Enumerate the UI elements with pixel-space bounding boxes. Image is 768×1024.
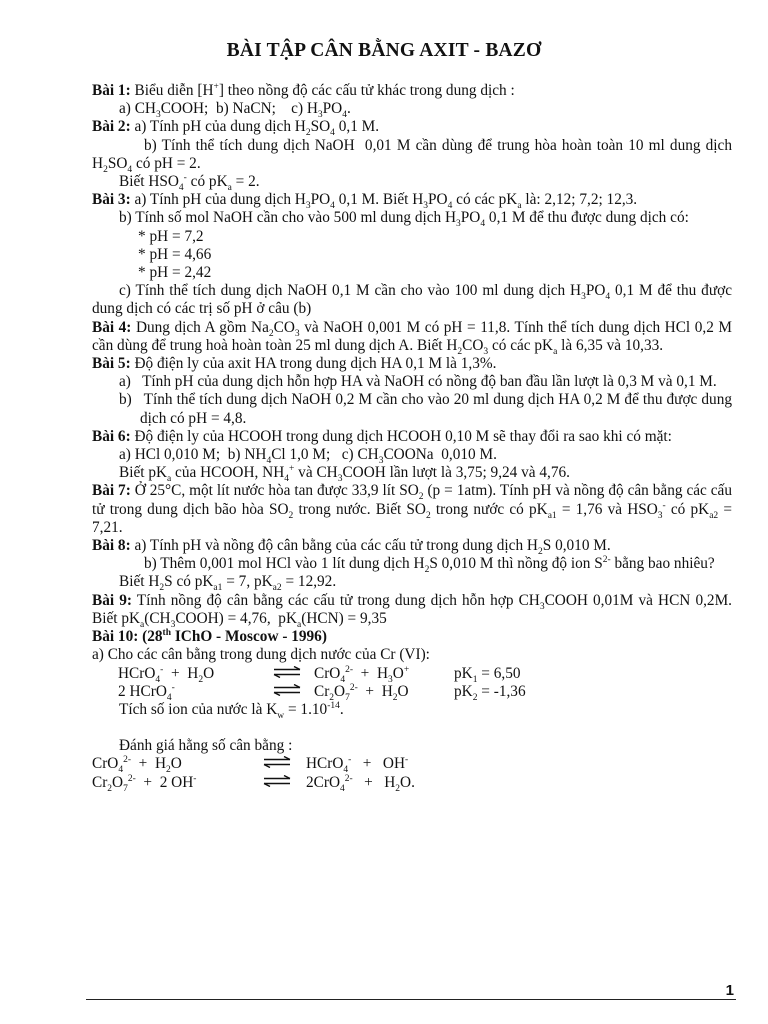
exercise-label: Bài 4: — [92, 318, 132, 336]
exercise-5-prompt: Bài 5: Độ điện ly của axit HA trong dung dịch HA 0,1 M là 1,3%. — [92, 355, 497, 373]
exercise-label: Bài 7: — [92, 482, 131, 500]
exercise-3-ph-3: * pH = 2,42 — [138, 264, 212, 282]
exercise-10-a: a) Cho các cân bằng trong dung dịch nước của Cr (VI): — [92, 646, 430, 664]
reaction-2: 2 HCrO$_4$- $Cr_2O_7^{2-} + H_2O$ $pK_2 = -1,36$ — [118, 682, 526, 703]
exercise-3-ph-2: * pH = 4,66 — [138, 245, 212, 263]
exercise-label: Bài 10: — [92, 628, 139, 646]
equilibrium-arrow-icon — [270, 665, 304, 683]
exercise-2-b: b) Tính thể tích dung dịch NaOH 0,01 M cần dùng để trung hòa hoàn toàn 10 ml dung dịch $H_2SO_4$ có pH = 2. — [92, 136, 732, 175]
page-number: 1 — [725, 982, 734, 999]
equilibrium-arrow-icon — [260, 755, 294, 773]
exercise-1-items: a) $CH_3COOH$; b) NaCN; c) $H_3PO_4$. — [119, 100, 351, 121]
document-body — [92, 82, 732, 792]
reaction-1: HCrO$_4$- + $H_2O$ $CrO_4^{2-} + H_3O^+$ $pK_1 = 6,50$ — [118, 664, 521, 685]
exercise-8-b: b) Thêm 0,001 mol HCl vào 1 lít dung dịch $H_2S$ 0,010 M thì nồng độ ion $S^{2-}$ bằng bao nhiêu? — [144, 555, 715, 576]
exercise-3-c: c) Tính thể tích dung dịch NaOH 0,1 M cần cho vào 100 ml dung dịch $H_3PO_4$ 0,1 M để thu được dung dịch có các trị số pH ở câu (b) — [92, 282, 732, 318]
exercise-5-b: b) Tính thể tích dung dịch NaOH 0,2 M cần cho vào 20 ml dung dịch HA 0,2 M để thu được dung dịch có pH = 4,8. — [119, 391, 732, 427]
exercise-10-kw: Tích số ion của nước là $K_w = 1.10^{-14}$. — [119, 700, 344, 721]
equilibrium-arrow-icon — [270, 683, 304, 701]
exercise-label: Bài 8: — [92, 537, 131, 555]
exercise-8-given: Biết $H_2S$ có $pK_{a1} = 7$, $pK_{a2} = 12,92$. — [119, 573, 337, 594]
exercise-9: Bài 9: Tính nồng độ cân bằng các cấu tử trong dung dịch hỗn hợp $CH_3COOH$ 0,01M và HCN 0,2M. Biết $pK_a(CH_3COOH) = 4,76$, $pK_a(HCN) = 9,35$ — [92, 591, 732, 630]
footer-divider — [86, 999, 736, 1000]
exercise-1-prompt: Bài 1: Biểu diễn [H+] theo nồng độ các cấu tử khác trong dung dịch : — [92, 81, 515, 99]
exercise-2-a: Bài 2: a) Tính pH của dung dịch $H_2SO_4$ 0,1 M. — [92, 118, 380, 139]
exercise-label: Bài 5: — [92, 355, 131, 373]
exercise-6-items: a) HCl 0,010 M; b) $NH_4Cl$ 1,0 M; c) $CH_3COONa$ 0,010 M. — [119, 446, 497, 467]
exercise-4: Bài 4: Dung dịch A gồm $Na_2CO_3$ và NaOH 0,001 M có pH = 11,8. Tính thể tích dung dịch HCl 0,2 M cần dùng để trung hoà hoàn toàn 25 ml dung dịch A. Biết $H_2CO_3$ có các $pK_a$ là 6,35 và 10,33. — [92, 318, 733, 357]
spacer — [92, 719, 732, 737]
exercise-3-ph-1: * pH = 7,2 — [138, 227, 204, 245]
exercise-3-a: Bài 3: a) Tính pH của dung dịch $H_3PO_4$ 0,1 M. Biết $H_3PO_4$ có các $pK_a$ là: 2,12; 7,2; 12,3. — [92, 191, 638, 212]
page-title: BÀI TẬP CÂN BẰNG AXIT - BAZƠ — [226, 40, 542, 61]
exercise-5-a: a) Tính pH của dung dịch hỗn hợp HA và NaOH có nồng độ ban đầu lần lượt là 0,3 M và 0,1 M. — [119, 373, 717, 391]
exercise-7: Bài 7: Ở 25°C, một lít nước hòa tan được 33,9 lít $SO_2$ (p = 1atm). Tính pH và nồng độ cân bằng các cấu tử trong dung dịch bão hòa $SO_2$ trong nước. Biết $SO_2$ trong nước có $pK_{a1} = 1,76$ và $HSO_3^-$ có $pK_{a2} = 7,21$. — [92, 482, 732, 536]
exercise-label: Bài 9: — [92, 591, 132, 609]
exercise-2-given: Biết $HSO_4^-$ có $pK_a = 2$. — [119, 172, 260, 194]
exercise-6-prompt: Bài 6: Độ điện ly của HCOOH trong dung dịch HCOOH 0,10 M sẽ thay đổi ra sao khi có mặt: — [92, 427, 672, 445]
exercise-label: Bài 6: — [92, 427, 131, 445]
exercise-3-b: b) Tính số mol NaOH cần cho vào 500 ml dung dịch $H_3PO_4$ 0,1 M để thu được dung dịch có: — [119, 209, 689, 230]
equilibrium-arrow-icon — [260, 774, 294, 792]
reaction-3: $CrO_4^{2-} + H_2O$ HCrO$_4$- + OH- — [92, 755, 409, 776]
exercise-label: Bài 1: — [92, 82, 131, 99]
exercise-8-a: Bài 8: a) Tính pH và nồng độ cân bằng của các cấu tử trong dung dịch $H_2S$ 0,010 M. — [92, 537, 611, 558]
reaction-4: $Cr_2O_7^{2-} + 2$ OH- $2CrO_4^{2-} + H_2O$. — [92, 773, 415, 794]
exercise-10-eval: Đánh giá hằng số cân bằng : — [119, 737, 293, 755]
exercise-6-given: Biết $pK_a$ của HCOOH, $NH_4^+$ và $CH_3COOH$ lần lượt là 3,75; 9,24 và 4,76. — [119, 464, 570, 485]
exercise-10-header: Bài 10: (28th IChO - Moscow - 1996) — [92, 628, 327, 646]
exercise-label: Bài 3: — [92, 191, 131, 209]
exercise-label: Bài 2: — [92, 118, 131, 136]
